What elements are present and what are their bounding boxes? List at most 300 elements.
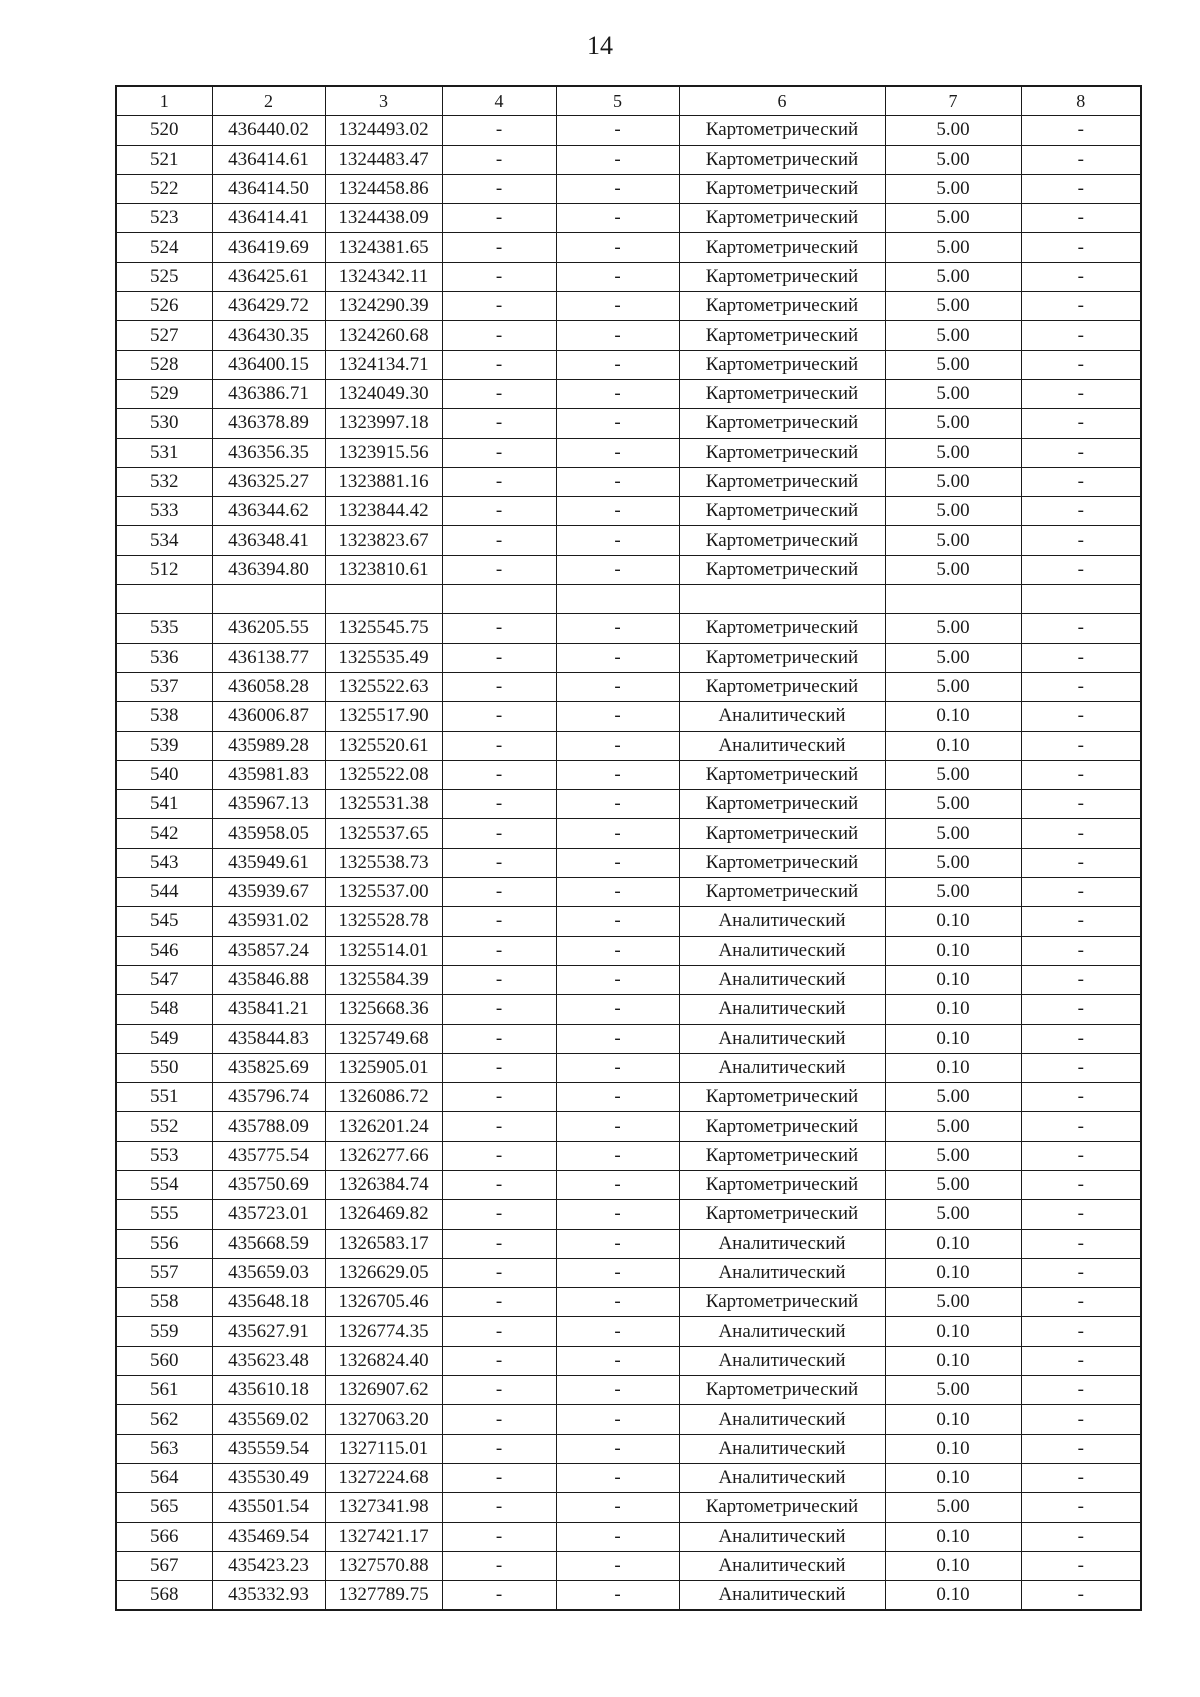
point-number-cell: 563 xyxy=(116,1434,212,1463)
table-row xyxy=(116,116,1141,145)
point-number-cell: 564 xyxy=(116,1463,212,1492)
point-number-cell: 551 xyxy=(116,1083,212,1112)
method-cell: Аналитический xyxy=(679,995,885,1024)
accuracy-cell: 5.00 xyxy=(885,292,1021,321)
col-4-cell: - xyxy=(442,1581,556,1611)
y-coordinate-cell: 1326086.72 xyxy=(325,1083,442,1112)
accuracy-cell: 5.00 xyxy=(885,145,1021,174)
col-8-cell: - xyxy=(1021,321,1141,350)
col-4-cell: - xyxy=(442,145,556,174)
col-4-cell: - xyxy=(442,116,556,145)
col-8-cell: - xyxy=(1021,1229,1141,1258)
col-4-cell: - xyxy=(442,497,556,526)
table-row xyxy=(116,1522,1141,1551)
col-4-cell: - xyxy=(442,1288,556,1317)
point-number-cell: 524 xyxy=(116,233,212,262)
table-row xyxy=(116,1405,1141,1434)
col-4-cell: - xyxy=(442,321,556,350)
col-8-cell: - xyxy=(1021,379,1141,408)
y-coordinate-cell: 1325905.01 xyxy=(325,1053,442,1082)
point-number-cell: 559 xyxy=(116,1317,212,1346)
method-cell: Аналитический xyxy=(679,965,885,994)
y-coordinate-cell: 1324438.09 xyxy=(325,204,442,233)
point-number-cell: 546 xyxy=(116,936,212,965)
accuracy-cell: 0.10 xyxy=(885,1434,1021,1463)
accuracy-cell: 0.10 xyxy=(885,1405,1021,1434)
method-cell: Аналитический xyxy=(679,1551,885,1580)
table-row xyxy=(116,819,1141,848)
col-8-cell: - xyxy=(1021,702,1141,731)
table-row xyxy=(116,526,1141,555)
point-number-cell: 566 xyxy=(116,1522,212,1551)
column-header-8: 8 xyxy=(1021,86,1141,116)
accuracy-cell: 0.10 xyxy=(885,965,1021,994)
method-cell: Картометрический xyxy=(679,1376,885,1405)
y-coordinate-cell: 1324381.65 xyxy=(325,233,442,262)
col-4-cell: - xyxy=(442,1141,556,1170)
accuracy-cell: 0.10 xyxy=(885,1346,1021,1375)
method-cell: Картометрический xyxy=(679,1200,885,1229)
table-row xyxy=(116,1288,1141,1317)
col-8-cell: - xyxy=(1021,526,1141,555)
col-4-cell: - xyxy=(442,1024,556,1053)
x-coordinate-cell: 435981.83 xyxy=(212,760,325,789)
table-row xyxy=(116,555,1141,584)
method-cell: Аналитический xyxy=(679,1581,885,1611)
col-5-cell: - xyxy=(556,233,679,262)
col-8-cell: - xyxy=(1021,1141,1141,1170)
col-4-cell: - xyxy=(442,233,556,262)
table-row xyxy=(116,438,1141,467)
col-5-cell: - xyxy=(556,848,679,877)
point-number-cell: 522 xyxy=(116,174,212,203)
table-row xyxy=(116,409,1141,438)
y-coordinate-cell: 1326774.35 xyxy=(325,1317,442,1346)
method-cell: Картометрический xyxy=(679,1141,885,1170)
point-number-cell: 548 xyxy=(116,995,212,1024)
col-5-cell: - xyxy=(556,1317,679,1346)
x-coordinate-cell: 436394.80 xyxy=(212,555,325,584)
method-cell: Картометрический xyxy=(679,1288,885,1317)
method-cell: Аналитический xyxy=(679,1522,885,1551)
column-header-4: 4 xyxy=(442,86,556,116)
y-coordinate-cell: 1323881.16 xyxy=(325,467,442,496)
point-number-cell: 550 xyxy=(116,1053,212,1082)
table-row xyxy=(116,936,1141,965)
col-8-cell: - xyxy=(1021,819,1141,848)
col-4-cell: - xyxy=(442,790,556,819)
col-8-cell: - xyxy=(1021,1053,1141,1082)
y-coordinate-cell: 1326824.40 xyxy=(325,1346,442,1375)
col-5-cell: - xyxy=(556,379,679,408)
table-row xyxy=(116,848,1141,877)
table-row xyxy=(116,145,1141,174)
method-cell: Картометрический xyxy=(679,848,885,877)
col-8-cell: - xyxy=(1021,1405,1141,1434)
col-4-cell: - xyxy=(442,1405,556,1434)
table-row xyxy=(116,1463,1141,1492)
x-coordinate-cell: 435627.91 xyxy=(212,1317,325,1346)
column-header-7: 7 xyxy=(885,86,1021,116)
point-number-cell: 556 xyxy=(116,1229,212,1258)
y-coordinate-cell xyxy=(325,585,442,614)
col-4-cell: - xyxy=(442,1434,556,1463)
x-coordinate-cell: 436348.41 xyxy=(212,526,325,555)
table-row xyxy=(116,965,1141,994)
accuracy-cell: 0.10 xyxy=(885,907,1021,936)
x-coordinate-cell: 435423.23 xyxy=(212,1551,325,1580)
col-8-cell: - xyxy=(1021,995,1141,1024)
col-8-cell: - xyxy=(1021,643,1141,672)
accuracy-cell: 5.00 xyxy=(885,1170,1021,1199)
y-coordinate-cell: 1324260.68 xyxy=(325,321,442,350)
col-8-cell: - xyxy=(1021,848,1141,877)
column-header-2: 2 xyxy=(212,86,325,116)
table-row xyxy=(116,672,1141,701)
col-4-cell: - xyxy=(442,1376,556,1405)
y-coordinate-cell: 1323844.42 xyxy=(325,497,442,526)
y-coordinate-cell: 1327789.75 xyxy=(325,1581,442,1611)
x-coordinate-cell: 435939.67 xyxy=(212,878,325,907)
col-5-cell: - xyxy=(556,497,679,526)
table-row xyxy=(116,1258,1141,1287)
col-8-cell: - xyxy=(1021,174,1141,203)
x-coordinate-cell: 435949.61 xyxy=(212,848,325,877)
method-cell: Аналитический xyxy=(679,1229,885,1258)
accuracy-cell: 5.00 xyxy=(885,848,1021,877)
x-coordinate-cell: 436414.61 xyxy=(212,145,325,174)
col-4-cell: - xyxy=(442,1170,556,1199)
col-8-cell: - xyxy=(1021,1170,1141,1199)
point-number-cell: 540 xyxy=(116,760,212,789)
x-coordinate-cell: 436344.62 xyxy=(212,497,325,526)
accuracy-cell xyxy=(885,585,1021,614)
x-coordinate-cell: 435857.24 xyxy=(212,936,325,965)
method-cell: Картометрический xyxy=(679,672,885,701)
col-5-cell: - xyxy=(556,643,679,672)
x-coordinate-cell: 435668.59 xyxy=(212,1229,325,1258)
y-coordinate-cell: 1325535.49 xyxy=(325,643,442,672)
col-5-cell: - xyxy=(556,467,679,496)
table-row xyxy=(116,497,1141,526)
table-row xyxy=(116,1200,1141,1229)
col-5-cell: - xyxy=(556,321,679,350)
col-5-cell: - xyxy=(556,292,679,321)
method-cell: Картометрический xyxy=(679,409,885,438)
col-8-cell: - xyxy=(1021,1376,1141,1405)
point-number-cell: 533 xyxy=(116,497,212,526)
col-4-cell: - xyxy=(442,1258,556,1287)
col-8-cell: - xyxy=(1021,907,1141,936)
col-5-cell: - xyxy=(556,878,679,907)
col-4-cell: - xyxy=(442,1493,556,1522)
column-header-5: 5 xyxy=(556,86,679,116)
table-row xyxy=(116,790,1141,819)
col-8-cell: - xyxy=(1021,790,1141,819)
col-4-cell: - xyxy=(442,292,556,321)
col-5-cell: - xyxy=(556,1170,679,1199)
col-5-cell: - xyxy=(556,702,679,731)
col-4-cell: - xyxy=(442,1200,556,1229)
accuracy-cell: 5.00 xyxy=(885,643,1021,672)
col-5-cell: - xyxy=(556,555,679,584)
y-coordinate-cell: 1325545.75 xyxy=(325,614,442,643)
col-4-cell: - xyxy=(442,1522,556,1551)
x-coordinate-cell: 435469.54 xyxy=(212,1522,325,1551)
point-number-cell: 526 xyxy=(116,292,212,321)
point-number-cell: 567 xyxy=(116,1551,212,1580)
y-coordinate-cell: 1326469.82 xyxy=(325,1200,442,1229)
header-row xyxy=(116,86,1141,116)
method-cell: Картометрический xyxy=(679,878,885,907)
accuracy-cell: 0.10 xyxy=(885,936,1021,965)
col-4-cell: - xyxy=(442,1551,556,1580)
point-number-cell xyxy=(116,585,212,614)
table-row xyxy=(116,350,1141,379)
accuracy-cell: 5.00 xyxy=(885,614,1021,643)
point-number-cell: 535 xyxy=(116,614,212,643)
method-cell: Картометрический xyxy=(679,174,885,203)
col-4-cell: - xyxy=(442,760,556,789)
method-cell: Картометрический xyxy=(679,760,885,789)
col-8-cell: - xyxy=(1021,1024,1141,1053)
point-number-cell: 542 xyxy=(116,819,212,848)
x-coordinate-cell: 436414.50 xyxy=(212,174,325,203)
y-coordinate-cell: 1323997.18 xyxy=(325,409,442,438)
y-coordinate-cell: 1326201.24 xyxy=(325,1112,442,1141)
col-8-cell: - xyxy=(1021,1346,1141,1375)
col-8-cell: - xyxy=(1021,555,1141,584)
point-number-cell: 565 xyxy=(116,1493,212,1522)
col-4-cell: - xyxy=(442,409,556,438)
method-cell: Картометрический xyxy=(679,262,885,291)
method-cell: Аналитический xyxy=(679,731,885,760)
y-coordinate-cell: 1327063.20 xyxy=(325,1405,442,1434)
table-row xyxy=(116,1053,1141,1082)
method-cell: Картометрический xyxy=(679,1083,885,1112)
col-8-cell: - xyxy=(1021,409,1141,438)
page-number: 14 xyxy=(587,31,613,60)
y-coordinate-cell: 1325538.73 xyxy=(325,848,442,877)
point-number-cell: 549 xyxy=(116,1024,212,1053)
col-5-cell: - xyxy=(556,614,679,643)
col-4-cell: - xyxy=(442,965,556,994)
col-8-cell: - xyxy=(1021,672,1141,701)
accuracy-cell: 5.00 xyxy=(885,174,1021,203)
x-coordinate-cell: 436419.69 xyxy=(212,233,325,262)
col-5-cell: - xyxy=(556,965,679,994)
method-cell: Аналитический xyxy=(679,1024,885,1053)
x-coordinate-cell: 436440.02 xyxy=(212,116,325,145)
y-coordinate-cell: 1325517.90 xyxy=(325,702,442,731)
col-4-cell: - xyxy=(442,1346,556,1375)
col-8-cell: - xyxy=(1021,233,1141,262)
column-header-1: 1 xyxy=(116,86,212,116)
table-row xyxy=(116,292,1141,321)
point-number-cell: 553 xyxy=(116,1141,212,1170)
col-4-cell: - xyxy=(442,467,556,496)
accuracy-cell: 5.00 xyxy=(885,760,1021,789)
x-coordinate-cell: 435958.05 xyxy=(212,819,325,848)
col-4-cell: - xyxy=(442,1463,556,1492)
x-coordinate-cell: 435931.02 xyxy=(212,907,325,936)
col-5-cell: - xyxy=(556,760,679,789)
accuracy-cell: 0.10 xyxy=(885,1229,1021,1258)
x-coordinate-cell: 435648.18 xyxy=(212,1288,325,1317)
col-8-cell xyxy=(1021,585,1141,614)
method-cell: Аналитический xyxy=(679,907,885,936)
x-coordinate-cell: 435750.69 xyxy=(212,1170,325,1199)
accuracy-cell: 5.00 xyxy=(885,819,1021,848)
col-8-cell: - xyxy=(1021,878,1141,907)
x-coordinate-cell: 436058.28 xyxy=(212,672,325,701)
method-cell: Картометрический xyxy=(679,1112,885,1141)
x-coordinate-cell: 436205.55 xyxy=(212,614,325,643)
x-coordinate-cell: 435788.09 xyxy=(212,1112,325,1141)
col-5-cell: - xyxy=(556,1405,679,1434)
col-8-cell: - xyxy=(1021,204,1141,233)
point-number-cell: 528 xyxy=(116,350,212,379)
col-5-cell: - xyxy=(556,1376,679,1405)
table-row xyxy=(116,379,1141,408)
y-coordinate-cell: 1325668.36 xyxy=(325,995,442,1024)
accuracy-cell: 0.10 xyxy=(885,1024,1021,1053)
point-number-cell: 560 xyxy=(116,1346,212,1375)
col-8-cell: - xyxy=(1021,1258,1141,1287)
point-number-cell: 547 xyxy=(116,965,212,994)
y-coordinate-cell: 1323823.67 xyxy=(325,526,442,555)
table-row xyxy=(116,262,1141,291)
accuracy-cell: 5.00 xyxy=(885,321,1021,350)
accuracy-cell: 5.00 xyxy=(885,1288,1021,1317)
method-cell: Картометрический xyxy=(679,1493,885,1522)
col-8-cell: - xyxy=(1021,145,1141,174)
x-coordinate-cell: 435530.49 xyxy=(212,1463,325,1492)
col-5-cell: - xyxy=(556,1551,679,1580)
point-number-cell: 539 xyxy=(116,731,212,760)
col-8-cell: - xyxy=(1021,116,1141,145)
method-cell: Картометрический xyxy=(679,819,885,848)
y-coordinate-cell: 1324049.30 xyxy=(325,379,442,408)
method-cell: Картометрический xyxy=(679,614,885,643)
y-coordinate-cell: 1326705.46 xyxy=(325,1288,442,1317)
col-5-cell: - xyxy=(556,1200,679,1229)
y-coordinate-cell: 1325537.65 xyxy=(325,819,442,848)
col-5-cell: - xyxy=(556,1493,679,1522)
col-4-cell xyxy=(442,585,556,614)
col-4-cell: - xyxy=(442,731,556,760)
col-5-cell: - xyxy=(556,907,679,936)
accuracy-cell: 5.00 xyxy=(885,497,1021,526)
table-row xyxy=(116,995,1141,1024)
accuracy-cell: 0.10 xyxy=(885,1053,1021,1082)
y-coordinate-cell: 1326277.66 xyxy=(325,1141,442,1170)
y-coordinate-cell: 1325514.01 xyxy=(325,936,442,965)
col-8-cell: - xyxy=(1021,1288,1141,1317)
table-row xyxy=(116,1170,1141,1199)
col-4-cell: - xyxy=(442,672,556,701)
accuracy-cell: 5.00 xyxy=(885,790,1021,819)
col-5-cell: - xyxy=(556,936,679,965)
point-number-cell: 520 xyxy=(116,116,212,145)
point-number-cell: 529 xyxy=(116,379,212,408)
accuracy-cell: 5.00 xyxy=(885,204,1021,233)
x-coordinate-cell: 435796.74 xyxy=(212,1083,325,1112)
table-row xyxy=(116,1346,1141,1375)
col-8-cell: - xyxy=(1021,438,1141,467)
col-4-cell: - xyxy=(442,1112,556,1141)
col-4-cell: - xyxy=(442,379,556,408)
accuracy-cell: 5.00 xyxy=(885,233,1021,262)
col-5-cell: - xyxy=(556,790,679,819)
method-cell: Картометрический xyxy=(679,467,885,496)
table-row xyxy=(116,1083,1141,1112)
accuracy-cell: 5.00 xyxy=(885,438,1021,467)
y-coordinate-cell: 1324290.39 xyxy=(325,292,442,321)
accuracy-cell: 5.00 xyxy=(885,1493,1021,1522)
table-row xyxy=(116,731,1141,760)
table-body xyxy=(116,116,1141,1611)
col-4-cell: - xyxy=(442,204,556,233)
point-number-cell: 555 xyxy=(116,1200,212,1229)
col-5-cell: - xyxy=(556,204,679,233)
point-number-cell: 525 xyxy=(116,262,212,291)
point-number-cell: 531 xyxy=(116,438,212,467)
accuracy-cell: 5.00 xyxy=(885,1141,1021,1170)
table-row xyxy=(116,907,1141,936)
y-coordinate-cell: 1327224.68 xyxy=(325,1463,442,1492)
col-8-cell: - xyxy=(1021,1434,1141,1463)
x-coordinate-cell: 435623.48 xyxy=(212,1346,325,1375)
table-header xyxy=(116,86,1141,116)
table-row xyxy=(116,233,1141,262)
point-number-cell: 536 xyxy=(116,643,212,672)
accuracy-cell: 0.10 xyxy=(885,1258,1021,1287)
table-row xyxy=(116,174,1141,203)
col-5-cell: - xyxy=(556,1346,679,1375)
accuracy-cell: 5.00 xyxy=(885,350,1021,379)
y-coordinate-cell: 1324134.71 xyxy=(325,350,442,379)
accuracy-cell: 5.00 xyxy=(885,379,1021,408)
accuracy-cell: 5.00 xyxy=(885,526,1021,555)
table-row xyxy=(116,467,1141,496)
x-coordinate-cell: 436400.15 xyxy=(212,350,325,379)
col-4-cell: - xyxy=(442,555,556,584)
accuracy-cell: 0.10 xyxy=(885,702,1021,731)
col-8-cell: - xyxy=(1021,292,1141,321)
method-cell: Картометрический xyxy=(679,350,885,379)
x-coordinate-cell: 435846.88 xyxy=(212,965,325,994)
col-5-cell: - xyxy=(556,1053,679,1082)
col-5-cell: - xyxy=(556,672,679,701)
y-coordinate-cell: 1324483.47 xyxy=(325,145,442,174)
x-coordinate-cell: 435967.13 xyxy=(212,790,325,819)
accuracy-cell: 0.10 xyxy=(885,995,1021,1024)
col-5-cell: - xyxy=(556,1258,679,1287)
method-cell: Аналитический xyxy=(679,1405,885,1434)
col-8-cell: - xyxy=(1021,965,1141,994)
method-cell xyxy=(679,585,885,614)
col-8-cell: - xyxy=(1021,1551,1141,1580)
table-row xyxy=(116,321,1141,350)
col-5-cell: - xyxy=(556,438,679,467)
accuracy-cell: 5.00 xyxy=(885,672,1021,701)
col-4-cell: - xyxy=(442,702,556,731)
col-4-cell: - xyxy=(442,614,556,643)
table-row xyxy=(116,204,1141,233)
col-5-cell: - xyxy=(556,1581,679,1611)
method-cell: Картометрический xyxy=(679,1170,885,1199)
